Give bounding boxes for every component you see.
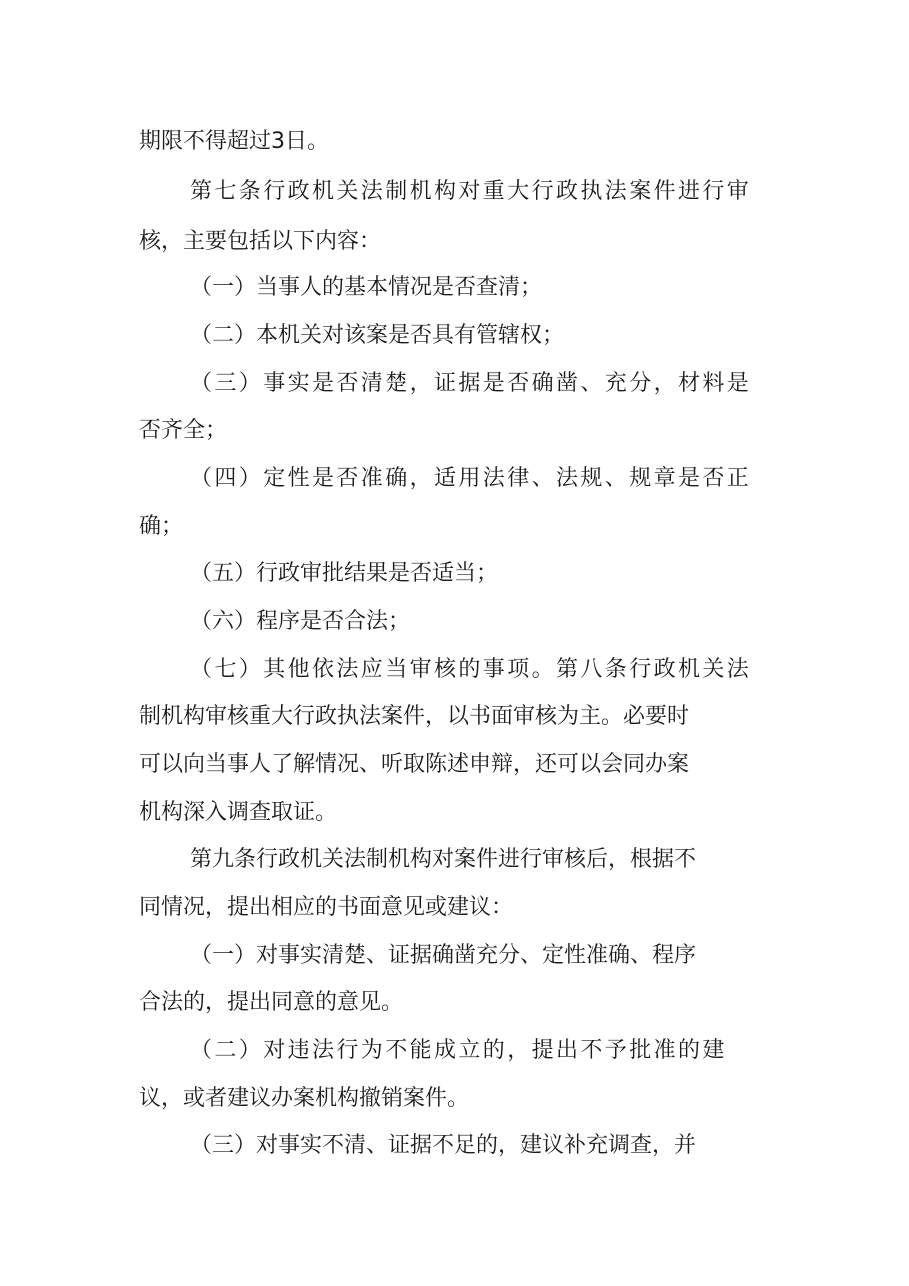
text-line: 期限不得超过3日。 bbox=[139, 129, 329, 154]
text-line: （四）定性是否准确，适用法律、法规、规章是否正 bbox=[190, 466, 752, 491]
text-line: 可以向当事人了解情况、听取陈述申辩，还可以会同办案 bbox=[139, 752, 690, 777]
text-line: （二）本机关对该案是否具有管辖权； bbox=[190, 323, 565, 348]
text-line: （一）对事实清楚、证据确凿充分、定性准确、程序 bbox=[190, 943, 697, 968]
text-line: 制机构审核重大行政执法案件，以书面审核为主。必要时 bbox=[139, 704, 690, 729]
text-line: 确； bbox=[139, 514, 184, 539]
text-line: （五）行政审批结果是否适当； bbox=[190, 561, 499, 586]
text-line: 合法的，提出同意的意见。 bbox=[139, 990, 404, 1015]
text-line: 第七条行政机关法制机构对重大行政执法案件进行审 bbox=[190, 179, 752, 204]
text-line: （三）事实是否清楚，证据是否确凿、充分，材料是 bbox=[190, 371, 752, 396]
text-line: 核，主要包括以下内容： bbox=[139, 229, 382, 254]
text-line: （一）当事人的基本情况是否查清； bbox=[190, 275, 543, 300]
text-line: （七）其他依法应当审核的事项。第八条行政机关法 bbox=[190, 657, 752, 682]
text-line: 机构深入调查取证。 bbox=[139, 800, 338, 825]
text-line: 同情况，提出相应的书面意见或建议： bbox=[139, 895, 514, 920]
text-line: （六）程序是否合法； bbox=[190, 609, 411, 634]
text-line: 否齐全； bbox=[139, 418, 228, 443]
text-line: （三）对事实不清、证据不足的，建议补充调查，并 bbox=[190, 1133, 697, 1158]
text-line: 议，或者建议办案机构撤销案件。 bbox=[139, 1086, 470, 1111]
text-line: （二）对违法行为不能成立的，提出不予批准的建 bbox=[190, 1038, 727, 1063]
text-line: 第九条行政机关法制机构对案件进行审核后，根据不 bbox=[190, 847, 697, 872]
